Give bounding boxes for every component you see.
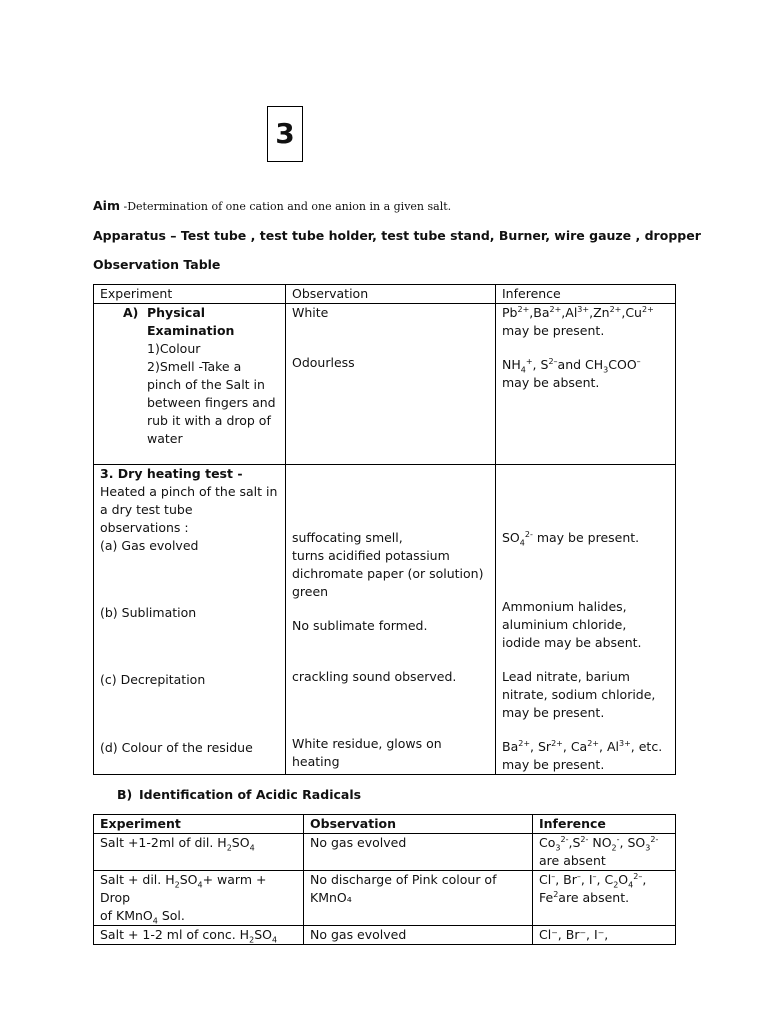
dry-b: (b) Sublimation [100,605,197,620]
aim-text: Determination of one cation and one anion in a given salt. [127,200,452,213]
obs-c: crackling sound observed. [292,669,457,684]
t2-header-inference: Inference [533,815,676,834]
acidic-radicals-table [93,814,676,945]
inf-c-1: Lead nitrate, barium [502,669,630,684]
dry-desc-1: Heated a pinch of the salt in [100,484,278,499]
table-header-row [94,285,676,304]
t2-r2-obs [304,871,533,926]
aim-dash: - [119,200,128,213]
cell-dry-observation [286,465,496,775]
dry-title: 3. Dry heating test - [100,466,243,481]
inf-colour-2: may be present. [502,323,605,338]
section-b-heading [117,786,361,804]
page-number-box [267,106,303,162]
physical-colour: 1)Colour [147,341,201,356]
inf-b-1: Ammonium halides, [502,599,627,614]
obs-d-2: heating [292,754,340,769]
table2-row-dil-h2so4 [94,834,676,871]
section-b-label: B) [117,787,133,802]
obs-colour: White [292,305,329,320]
inf-d-2: may be present. [502,757,605,772]
obs-d-1: White residue, glows on [292,736,442,751]
physical-label: A) [123,305,139,320]
physical-smell-2: pinch of the Salt in [147,377,265,392]
obs-a-1: suffocating smell, [292,530,403,545]
t2-r1-inf-2: are absent [539,853,606,868]
t2-r3-inf: Cl⁻, Br⁻, I⁻, [533,926,676,945]
inf-smell-2: may be absent. [502,375,600,390]
cell-dry-inference [496,465,676,775]
dry-desc-2: a dry test tube [100,502,193,517]
t2-r2-obs-2: KMnO₄ [310,890,352,905]
inf-a: $SO_4^{2-}$ may be present. [502,529,640,548]
t2-r2-obs-1: No discharge of Pink colour of [310,872,497,887]
aim-label: Aim [93,198,120,213]
t2-r3-obs: No gas evolved [304,926,533,945]
cell-physical-observation [286,304,496,465]
t2-header-observation: Observation [304,815,533,834]
inf-colour-ions: $Pb^{2+},Ba^{2+},Al^{3+},Zn^{2+},Cu^{2+}$ [502,304,654,320]
table-row-physical [94,304,676,465]
physical-smell-4: rub it with a drop of [147,413,271,428]
inf-b-3: iodide may be absent. [502,635,642,650]
table2-row-conc-h2so4 [94,926,676,945]
table2-header-row [94,815,676,834]
section-b-title: Identification of Acidic Radicals [139,787,362,802]
apparatus-label: Apparatus [93,228,166,243]
inf-smell-ions: $NH_4^+$, $S^{2-}and$ $CH_3COO^-$ [502,356,641,375]
dry-desc-3: observations : [100,520,189,535]
observation-table [93,284,676,775]
physical-smell-1: 2)Smell -Take a [147,359,242,374]
obs-smell: Odourless [292,355,355,370]
dry-a: (a) Gas evolved [100,538,199,553]
t2-r1-obs: No gas evolved [304,834,533,871]
inf-c-2: nitrate, sodium chloride, [502,687,656,702]
t2-r1-inf: $Co_3^{2-},S^{2-}$ $NO_2^-$, $SO_3^{2-}$ are absent [533,834,676,871]
physical-title-2: Examination [147,323,235,338]
table2-row-kmno4 [94,871,676,926]
t2-r2-inf: Cl–, Br–, I–, $C_2O_4^{2-}$, Fe$^2$are absent. [533,871,676,926]
header-experiment: Experiment [94,285,286,304]
table-row-dry-heating [94,465,676,775]
apparatus-text: – Test tube , test tube holder, test tube stand, Burner, wire gauze , dropper [165,228,701,243]
t2-r1-exp: Salt +1-2ml of dil. $H_2SO_4$ [94,834,304,871]
inf-d-1: $Ba^{2+}$, $Sr^{2+}$, $Ca^{2+}$, $Al^{3+}$, etc. [502,738,663,754]
t2-r3-exp: Salt + 1-2 ml of conc. $H_2SO_4$ [94,926,304,945]
dry-c: (c) Decrepitation [100,672,206,687]
obs-a-2: turns acidified potassium [292,548,450,563]
observation-table-title: Observation Table [93,257,221,272]
cell-dry-experiment [94,465,286,775]
header-observation: Observation [286,285,496,304]
apparatus-line [93,227,701,245]
t2-r2-inf-2: are absent. [558,890,630,905]
t2-r2-exp: Salt + dil. $H_2SO_4+$ warm + Drop of KMnO$_4$ Sol. [94,871,304,926]
obs-b: No sublimate formed. [292,618,428,633]
inf-b-2: aluminium chloride, [502,617,627,632]
header-inference: Inference [496,285,676,304]
page-number: 3 [275,117,295,150]
cell-physical-inference [496,304,676,465]
cell-physical-experiment [94,304,286,465]
physical-smell-5: water [147,431,183,446]
aim-line [93,197,451,216]
inf-c-3: may be present. [502,705,605,720]
dry-d: (d) Colour of the residue [100,740,253,755]
t2-header-experiment: Experiment [94,815,304,834]
physical-title-1: Physical [147,305,206,320]
physical-smell-3: between fingers and [147,395,276,410]
obs-a-3: dichromate paper (or solution) [292,566,484,581]
obs-a-4: green [292,584,329,599]
